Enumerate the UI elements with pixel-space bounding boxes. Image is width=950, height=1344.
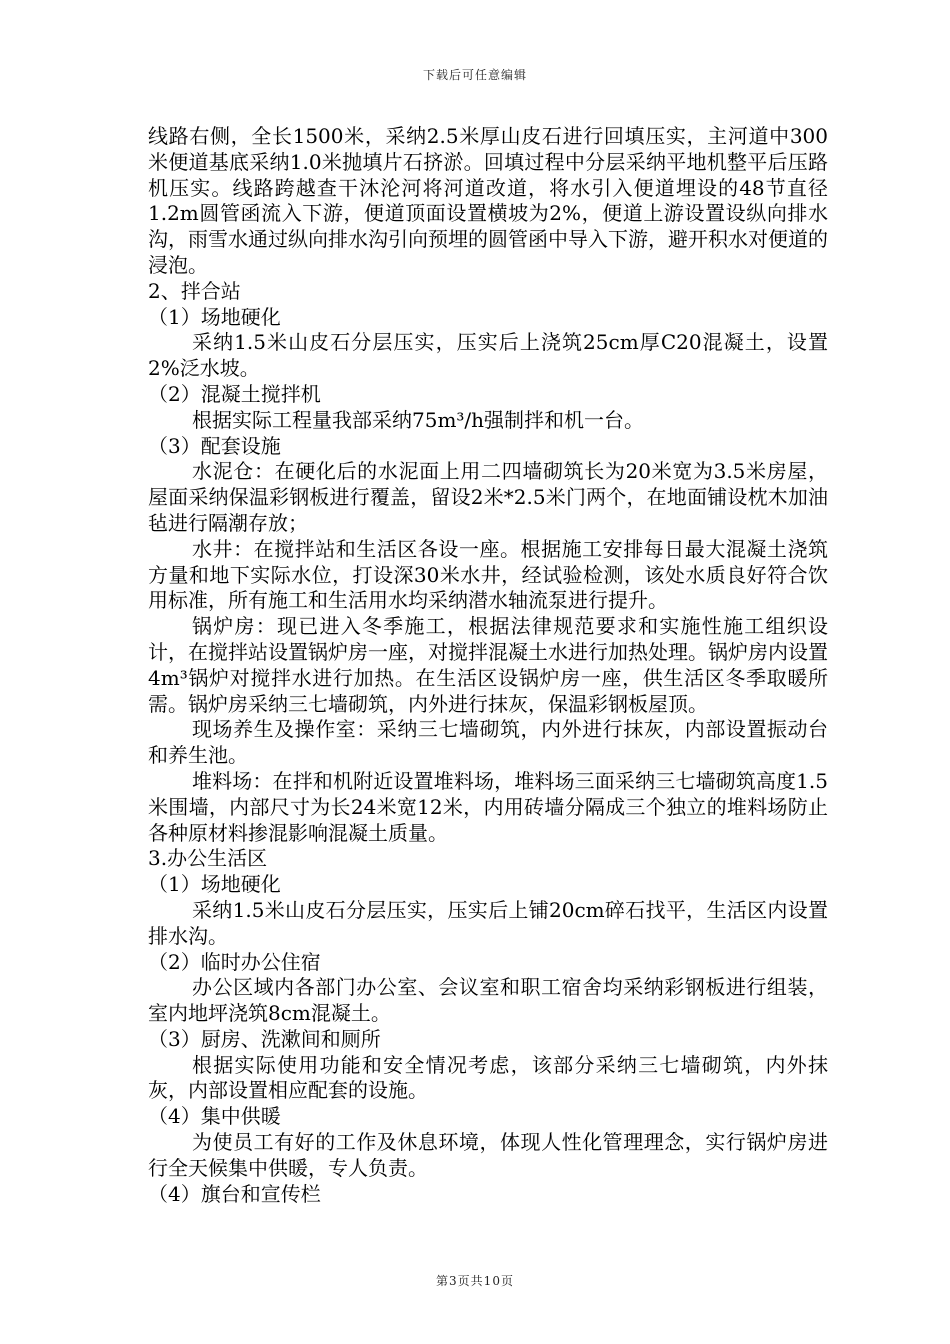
body-paragraph: 水井：在搅拌站和生活区各设一座。根据施工安排每日最大混凝土浇筑方量和地下实际水位，打设深30米水井，经试验检测，该处水质良好符合饮用标准，所有施工和生活用水均采纳潜水轴流泵进行提升。 <box>148 536 828 613</box>
section-heading: 3.办公生活区 <box>148 846 268 871</box>
section-heading: （2）混凝土搅拌机 <box>148 381 321 406</box>
body-paragraph: 锅炉房：现已进入冬季施工，根据法律规范要求和实施性施工组织设计，在搅拌站设置锅炉房一座，对搅拌混凝土水进行加热处理。锅炉房内设置4m³锅炉对搅拌水进行加热。在生活区设锅炉房一座，供生活区冬季取暖所需。锅炉房采纳三七墙砌筑，内外进行抹灰，保温彩钢板屋顶。 <box>148 614 828 716</box>
body-paragraph: 现场养生及操作室：采纳三七墙砌筑，内外进行抹灰，内部设置振动台和养生池。 <box>148 717 828 768</box>
document-body <box>148 124 828 1207</box>
page-header-note: 下载后可任意编辑 <box>422 68 527 82</box>
section-heading: （3）厨房、洗漱间和厕所 <box>148 1026 381 1051</box>
section-heading: （2）临时办公住宿 <box>148 949 321 974</box>
section-heading: （4）集中供暖 <box>148 1104 281 1129</box>
body-paragraph: 堆料场：在拌和机附近设置堆料场，堆料场三面采纳三七墙砌筑高度1.5米围墙，内部尺寸为长24米宽12米，内用砖墙分隔成三个独立的堆料场防止各种原材料掺混影响混凝土质量。 <box>148 768 828 845</box>
section-heading: （1）场地硬化 <box>148 304 281 329</box>
body-paragraph: 为使员工有好的工作及休息环境，体现人性化管理理念，实行锅炉房进行全天候集中供暖，专人负责。 <box>148 1130 828 1180</box>
body-paragraph: 办公区域内各部门办公室、会议室和职工宿舍均采纳彩钢板进行组装，室内地坪浇筑8cm混凝土。 <box>148 975 828 1026</box>
section-heading: （4）旗台和宣传栏 <box>148 1181 321 1206</box>
body-paragraph: 根据实际工程量我部采纳75m³/h强制拌和机一台。 <box>192 407 645 432</box>
section-heading: （1）场地硬化 <box>148 872 281 897</box>
section-heading: 线路右侧，全长1500米，采纳2.5米厚山皮石进行回填压实，主河道中300米便道基底采纳1.0米抛填片石挤淤。回填过程中分层采纳平地机整平后压路机压实。线路跨越查干沐沦河将河道改道，将水引入便道埋设的48节直径1.2m圆管函流入下游，便道顶面设置横坡为2%，便道上游设置设纵向排水沟，雨雪水通过纵向排水沟引向预埋的圆管函中导入下游，避开积水对便道的浸泡。 <box>148 124 828 277</box>
section-heading: （3）配套设施 <box>148 433 281 458</box>
body-paragraph: 采纳1.5米山皮石分层压实，压实后上铺20cm碎石找平，生活区内设置排水沟。 <box>148 897 828 948</box>
body-paragraph: 水泥仓：在硬化后的水泥面上用二四墙砌筑长为20米宽为3.5米房屋，屋面采纳保温彩钢板进行覆盖，留设2米*2.5米门两个，在地面铺设枕木加油毡进行隔潮存放； <box>148 459 828 535</box>
page-footer: 第3页共10页 <box>436 1274 514 1288</box>
section-heading: 2、拌合站 <box>148 278 241 303</box>
body-paragraph: 采纳1.5米山皮石分层压实，压实后上浇筑25cm厚C20混凝土，设置2%泛水坡。 <box>148 330 828 381</box>
body-paragraph: 根据实际使用功能和安全情况考虑，该部分采纳三七墙砌筑，内外抹灰，内部设置相应配套的设施。 <box>148 1052 828 1103</box>
